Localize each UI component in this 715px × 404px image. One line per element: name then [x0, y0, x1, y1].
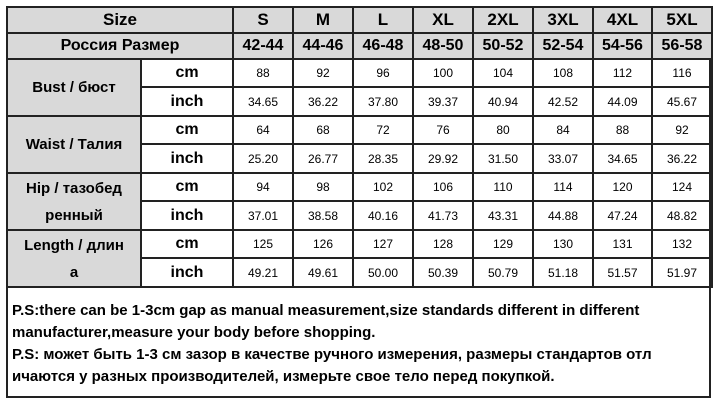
hip-cm-value: 106 [413, 173, 473, 201]
bust-inch-value: 44.09 [593, 87, 652, 116]
size-header-row [7, 7, 712, 33]
waist-inch-value: 36.22 [652, 144, 712, 173]
russia-size-row [7, 33, 712, 59]
waist-cm-value: 76 [413, 116, 473, 144]
length-inch-value: 51.97 [652, 258, 712, 287]
note-line-ru-2: ичаются у разных производителей, измерьте свое тело перед покупкой. [12, 368, 555, 385]
hip-inch-value: 37.01 [233, 201, 293, 230]
waist-inch-value: 33.07 [533, 144, 593, 173]
length-cm-value: 126 [293, 230, 353, 258]
length-inch-value: 50.00 [353, 258, 413, 287]
hip-inch-value: 41.73 [413, 201, 473, 230]
size-xl: XL [413, 7, 473, 33]
length-inch-value: 50.79 [473, 258, 533, 287]
length-inch-value: 50.39 [413, 258, 473, 287]
size-3xl: 3XL [533, 7, 593, 33]
bust-inch-value: 42.52 [533, 87, 593, 116]
waist-inch-value: 28.35 [353, 144, 413, 173]
length-cm-value: 131 [593, 230, 652, 258]
waist-cm-value: 84 [533, 116, 593, 144]
russia-size-value: 54-56 [593, 33, 652, 59]
size-m: M [293, 7, 353, 33]
length-cm-value: 129 [473, 230, 533, 258]
hip-cm-value: 102 [353, 173, 413, 201]
russia-size-value: 48-50 [413, 33, 473, 59]
size-label: Size [7, 7, 233, 33]
unit-cm: cm [141, 230, 233, 258]
russia-size-value: 46-48 [353, 33, 413, 59]
length-cm-value: 128 [413, 230, 473, 258]
hip-inch-value: 38.58 [293, 201, 353, 230]
unit-inch: inch [141, 144, 233, 173]
waist-label: Waist / Талия [7, 116, 141, 173]
length-label: Length / длин а [7, 230, 141, 287]
unit-cm: cm [141, 173, 233, 201]
russia-size-value: 42-44 [233, 33, 293, 59]
hip-cm-value: 114 [533, 173, 593, 201]
bust-inch-value: 37.80 [353, 87, 413, 116]
bust-cm-value: 100 [413, 59, 473, 87]
russia-size-label: Россия Размер [7, 33, 233, 59]
length-cm-value: 132 [652, 230, 712, 258]
size-l: L [353, 7, 413, 33]
russia-size-value: 50-52 [473, 33, 533, 59]
russia-size-value: 52-54 [533, 33, 593, 59]
hip-cm-value: 110 [473, 173, 533, 201]
bust-cm-value: 96 [353, 59, 413, 87]
hip-inch-value: 43.31 [473, 201, 533, 230]
waist-inch-value: 26.77 [293, 144, 353, 173]
waist-cm-value: 64 [233, 116, 293, 144]
waist-cm-value: 92 [652, 116, 712, 144]
bust-cm-value: 104 [473, 59, 533, 87]
hip-label: Hip / тазобед ренный [7, 173, 141, 230]
hip-cm-value: 120 [593, 173, 652, 201]
hip-cm-value: 94 [233, 173, 293, 201]
length-inch-value: 49.21 [233, 258, 293, 287]
length-cm-value: 130 [533, 230, 593, 258]
length-cm-row [7, 230, 712, 258]
waist-inch-value: 29.92 [413, 144, 473, 173]
bust-cm-value: 108 [533, 59, 593, 87]
note-line-ru-1: P.S: может быть 1-3 см зазор в качестве ручного измерения, размеры стандартов отл [12, 346, 652, 363]
bust-cm-value: 88 [233, 59, 293, 87]
size-4xl: 4XL [593, 7, 652, 33]
bust-label: Bust / бюст [7, 59, 141, 116]
unit-inch: inch [141, 258, 233, 287]
hip-cm-value: 98 [293, 173, 353, 201]
size-s: S [233, 7, 293, 33]
waist-cm-value: 72 [353, 116, 413, 144]
length-inch-value: 51.57 [593, 258, 652, 287]
waist-inch-value: 31.50 [473, 144, 533, 173]
russia-size-value: 56-58 [652, 33, 712, 59]
size-chart-table [6, 6, 713, 288]
waist-cm-row [7, 116, 712, 144]
length-inch-value: 51.18 [533, 258, 593, 287]
bust-inch-value: 45.67 [652, 87, 712, 116]
size-5xl: 5XL [652, 7, 712, 33]
hip-cm-row [7, 173, 712, 201]
hip-inch-value: 44.88 [533, 201, 593, 230]
waist-inch-value: 25.20 [233, 144, 293, 173]
waist-cm-value: 80 [473, 116, 533, 144]
unit-inch: inch [141, 87, 233, 116]
hip-inch-value: 47.24 [593, 201, 652, 230]
bust-inch-value: 36.22 [293, 87, 353, 116]
note-line-en-1: P.S:there can be 1-3cm gap as manual measurement,size standards different in different [12, 302, 640, 319]
russia-size-value: 44-46 [293, 33, 353, 59]
length-inch-value: 49.61 [293, 258, 353, 287]
hip-inch-value: 48.82 [652, 201, 712, 230]
length-cm-value: 127 [353, 230, 413, 258]
bust-inch-value: 39.37 [413, 87, 473, 116]
bust-cm-value: 112 [593, 59, 652, 87]
size-2xl: 2XL [473, 7, 533, 33]
hip-inch-value: 40.16 [353, 201, 413, 230]
waist-cm-value: 68 [293, 116, 353, 144]
waist-inch-value: 34.65 [593, 144, 652, 173]
bust-inch-value: 34.65 [233, 87, 293, 116]
bust-cm-row [7, 59, 712, 87]
bust-cm-value: 116 [652, 59, 712, 87]
measurement-note [12, 300, 702, 388]
note-line-en-2: manufacturer,measure your body before shopping. [12, 324, 376, 341]
bust-cm-value: 92 [293, 59, 353, 87]
unit-inch: inch [141, 201, 233, 230]
bust-inch-value: 40.94 [473, 87, 533, 116]
waist-cm-value: 88 [593, 116, 652, 144]
length-cm-value: 125 [233, 230, 293, 258]
unit-cm: cm [141, 59, 233, 87]
unit-cm: cm [141, 116, 233, 144]
hip-cm-value: 124 [652, 173, 712, 201]
